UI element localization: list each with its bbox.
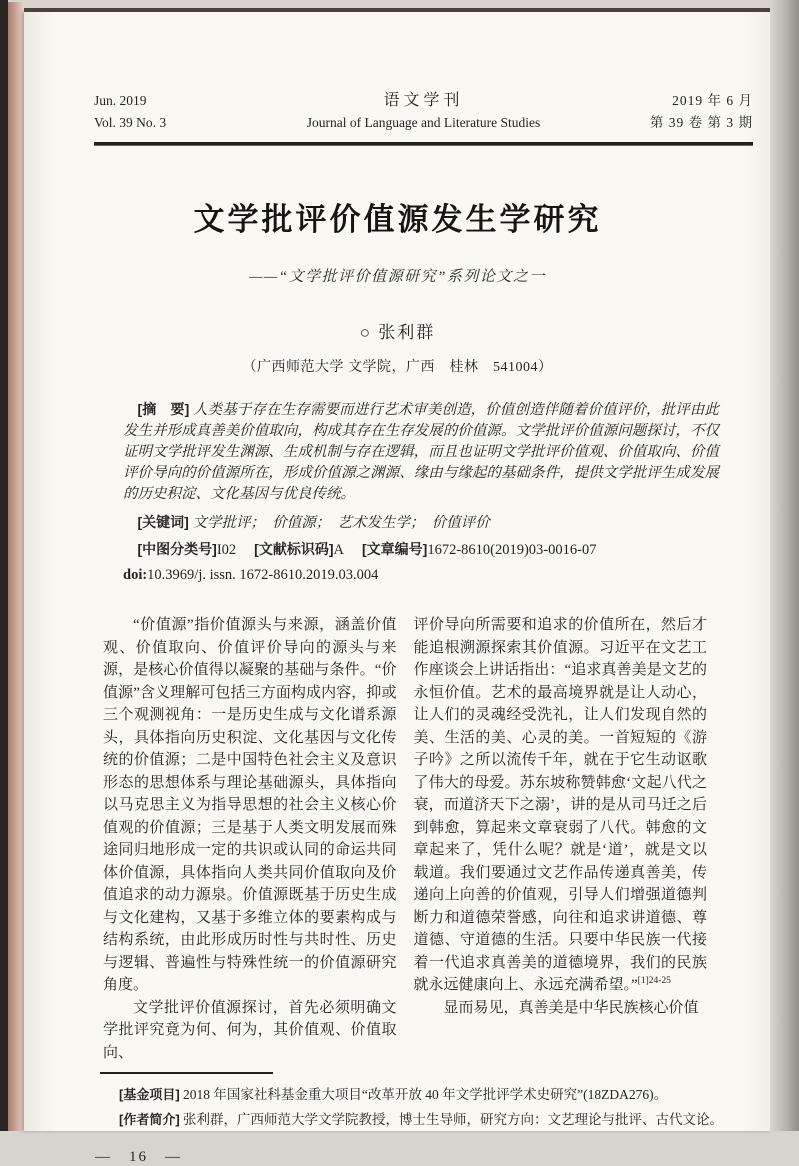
abstract-label: [摘 要]: [137, 401, 190, 417]
keywords-label: [关键词]: [137, 514, 189, 530]
paragraph: “价值源”指价值源头与来源，涵盖价值观、价值取向、价值评价导向的源头与来源，是核心价值得以凝聚的基础与条件。“价值源”含义理解可包括三方面构成内容，抑或三个观测视角：一是历史生成与文化谱系源头，具体指向历史积淀、文化基因与文化传统的价值源；二是中国特色社会主义及意识形态的思想体系与理论基础源头，具体指向以马克思主义为指导思想的社会主义核心价值观的价值源；三是基于人类文明发展而殊途同归地形成一定的共识或认同的命运共同体价值源，具体指向人类共同价值取向及价值追求的动力源泉。价值源既基于历史生成与文化建构，又基于多维立体的要素构成与结构系统，由此形成历时性与共时性、历史与逻辑、普遍性与特殊性统一的价值源研究角度。: [103, 617, 397, 993]
body-columns: [103, 614, 707, 1064]
footnote-divider: [100, 1072, 273, 1074]
paper-page: [24, 12, 771, 1165]
author-name: 张利群: [378, 323, 436, 342]
clc-label: [中图分类号]: [137, 541, 217, 557]
paragraph: 显而易见，真善美是中华民族核心价值: [443, 999, 699, 1016]
issue-volume-en: Vol. 39 No. 3: [94, 115, 167, 130]
article-id-label: [文章编号]: [361, 541, 428, 557]
doi-value: 10.3969/j. issn. 1672-8610.2019.03.004: [147, 567, 379, 583]
journal-name-en: Journal of Language and Literature Studies: [306, 115, 541, 130]
journal-name: [307, 90, 541, 134]
citation-superscript: [1]24-25: [637, 976, 671, 986]
scan-right-edge: [770, 0, 799, 1131]
paragraph: 文学批评价值源探讨，首先必须明确文学批评究竟为何、何为，其价值观、价值取向、: [103, 999, 397, 1061]
author-bio-text: 张利群，广西师范大学文学院教授，博士生导师，研究方向：文艺理论与批评、古代文论。: [179, 1112, 724, 1127]
author-bio-note: [119, 1107, 731, 1132]
doi-line: [123, 563, 719, 588]
funding-text: 2018 年国家社科基金重大项目“改革开放 40 年文学批评学术史研究”(18ZDA276)。: [179, 1087, 668, 1102]
issue-month-en: Jun. 2019: [94, 93, 147, 108]
affiliation: （广西师范大学 文学院，广西 桂林 541004）: [242, 360, 553, 375]
issue-month-cn: 2019 年 6 月: [672, 93, 753, 108]
footnotes: [119, 1082, 731, 1132]
clc-value: I02: [216, 542, 237, 558]
author-line: [24, 318, 771, 343]
keywords-line: [123, 511, 719, 532]
header-rule: [94, 142, 753, 146]
funding-label: [基金项目]: [119, 1087, 180, 1102]
journal-name-cn: 语文学刊: [383, 92, 464, 109]
book-binding-edge: [0, 0, 8, 1131]
journal-header: [94, 90, 753, 134]
article-title: 文学批评价值源发生学研究: [193, 202, 602, 237]
page-number: — 16 —: [95, 1149, 183, 1165]
issue-date-en: [94, 90, 214, 134]
doi-label: doi:: [123, 567, 148, 583]
article-id-value: 1672-8610(2019)03-0016-07: [427, 542, 597, 558]
page-stack-edge: [8, 2, 24, 1131]
funding-note: [119, 1082, 731, 1107]
article-subtitle: ——“文学批评价值源研究”系列论文之一: [249, 269, 546, 285]
right-column: [414, 614, 708, 1064]
left-column: [103, 614, 397, 1064]
abstract: [123, 399, 719, 505]
doc-code-label: [文献标识码]: [254, 541, 334, 557]
author-bio-label: [作者简介]: [119, 1112, 180, 1127]
quote-text: 评价导向所需要和追求的价值所在，然后才能追根溯源探索其价值源。习近平在文艺工作座谈会上讲话指出：“追求真善美是文艺的永恒价值。艺术的最高境界就是让人动心，让人们的灵魂经受洗礼，让人们发现自然的美、生活的美、心灵的美。一首短短的《游子吟》之所以流传千年，就在于它生动讴歌了伟大的母爱。苏东坡称赞韩愈‘文起八代之衰，而道济天下之溺’，讲的是从司马迁之后到韩愈，算起来文章衰弱了八代。韩愈的文章起来了，凭什么呢？就是‘道’，就是文以载道。我们要通过文艺作品传递真善美，传递向上向善的价值观，引导人们增强道德判断力和道德荣誉感，向往和追求讲道德、尊道德、守道德的生活。只要中华民族一代接着一代追求真善美的道德境界，我们的民族就永远健康向上、永远充满希望。”: [413, 617, 707, 993]
meta-line: [123, 537, 719, 563]
paragraph: [414, 614, 708, 997]
abstract-text: 人类基于存在生存需要而进行艺术审美创造，价值创造伴随着价值评价，批评由此发生并形成真善美价值取向，构成其存在生存发展的价值源。文学批评价值源问题探讨，不仅证明文学批评发生渊源、生成机制与存在逻辑，而且也证明文学批评价值观、价值取向、价值评价导向的价值源所在，形成价值源之渊源、缘由与缘起的基础条件，提供文学批评生成发展的历史积淀、文化基因与优良传统。: [123, 402, 719, 502]
doc-code-value: A: [333, 542, 344, 558]
issue-date-cn: [633, 90, 753, 134]
keywords-text: 文学批评； 价值源； 艺术发生学； 价值评价: [188, 515, 490, 531]
author-marker-icon: ○: [359, 323, 373, 342]
issue-volume-cn: 第 39 卷 第 3 期: [649, 115, 753, 130]
